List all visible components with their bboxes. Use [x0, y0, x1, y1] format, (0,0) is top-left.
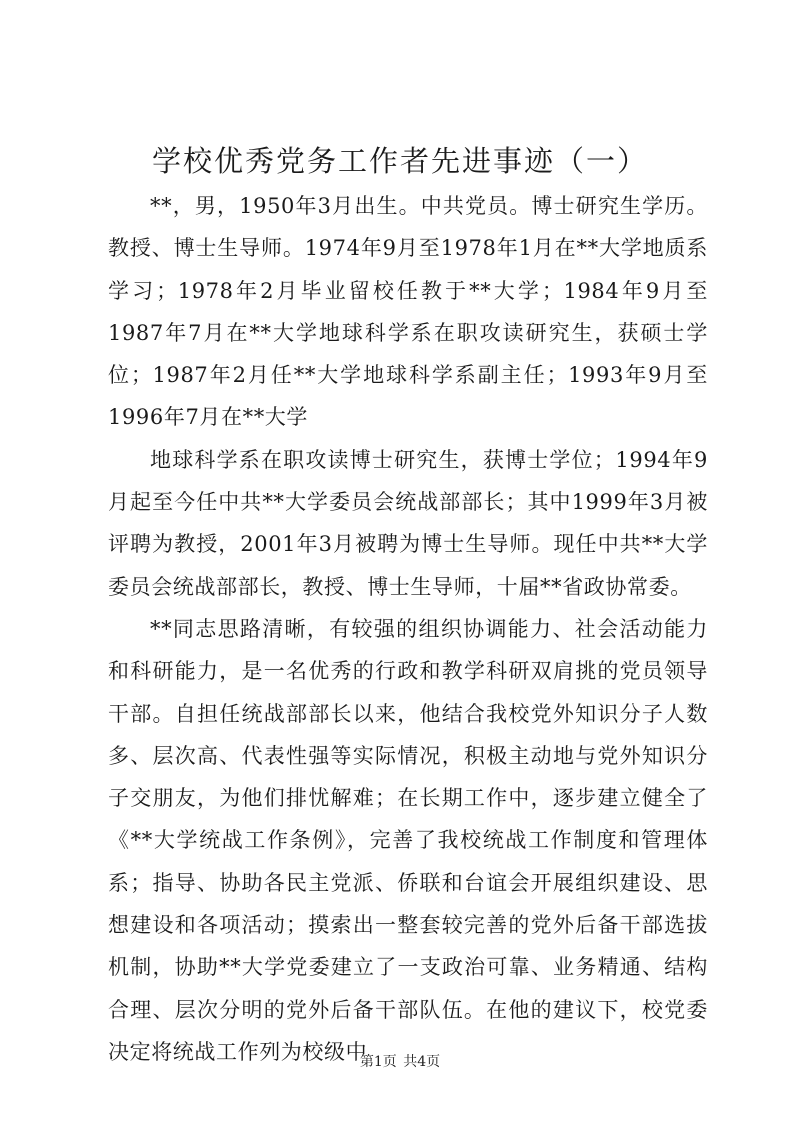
page-footer [0, 1052, 800, 1072]
document-title: 学校优秀党务工作者先进事迹（一） [151, 144, 648, 178]
page-number: 第1页 [359, 1054, 397, 1070]
paragraph-career: 地球科学系在职攻读博士研究生，获博士学位；1994年9月起至今任中共**大学委员会统战部部长；其中1999年3月被评聘为教授，2001年3月被聘为博士生导师。现任中共**大学委员会统战部部长，教授、博士生导师，十届**省政协常委。 [108, 447, 708, 599]
document-body [108, 185, 708, 1073]
paragraph-biography: **，男，1950年3月出生。中共党员。博士研究生学历。教授、博士生导师。1974年9月至1978年1月在**大学地质系学习；1978年2月毕业留校任教于**大学；1984年9月至1987年7月在**大学地球科学系在职攻读研究生，获硕士学位；1987年2月任**大学地球科学系副主任；1993年9月至1996年7月在**大学 [108, 194, 708, 430]
paragraph-achievements: **同志思路清晰，有较强的组织协调能力、社会活动能力和科研能力，是一名优秀的行政和教学科研双肩挑的党员领导干部。自担任统战部部长以来，他结合我校党外知识分子人数多、层次高、代表性强等实际情况，积极主动地与党外知识分子交朋友，为他们排忧解难；在长期工作中，逐步建立健全了《**大学统战工作条例》，完善了我校统战工作制度和管理体系；指导、协助各民主党派、侨联和台谊会开展组织建设、思想建设和各项活动；摸索出一整套较完善的党外后备干部选拔机制，协助**大学党委建立了一支政治可靠、业务精通、结构合理、层次分明的党外后备干部队伍。在他的建议下，校党委决定将统战工作列为校级中 [108, 616, 708, 1064]
page-total: 共4页 [403, 1054, 441, 1070]
